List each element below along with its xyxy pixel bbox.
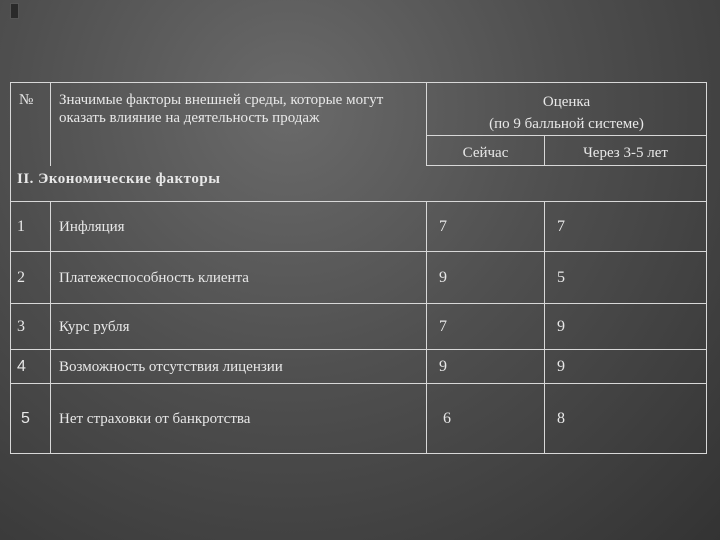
section-title: II. Экономические факторы — [11, 166, 707, 202]
table-row — [11, 304, 707, 350]
section-row — [11, 166, 707, 202]
table-row — [11, 202, 707, 252]
row-score-future: 7 — [545, 202, 707, 252]
header-future: Через 3-5 лет — [545, 136, 707, 166]
row-score-now: 6 — [427, 384, 545, 454]
header-score-subtitle: (по 9 балльной системе) — [489, 116, 644, 132]
row-score-now: 9 — [427, 350, 545, 384]
row-number: 2 — [11, 252, 51, 304]
row-number: 5 — [11, 384, 51, 454]
row-score-now: 9 — [427, 252, 545, 304]
row-score-future: 9 — [545, 304, 707, 350]
row-factor: Курс рубля — [51, 304, 427, 350]
row-factor: Нет страховки от банкротства — [51, 384, 427, 454]
row-score-future: 5 — [545, 252, 707, 304]
row-number: 1 — [11, 202, 51, 252]
header-score — [427, 83, 707, 136]
table-row — [11, 350, 707, 384]
header-now: Сейчас — [427, 136, 545, 166]
row-score-now: 7 — [427, 304, 545, 350]
row-factor: Возможность отсутствия лицензии — [51, 350, 427, 384]
table-row — [11, 252, 707, 304]
header-score-title: Оценка — [542, 94, 591, 110]
row-score-future: 8 — [545, 384, 707, 454]
table-header-row — [11, 83, 707, 136]
row-number: 3 — [11, 304, 51, 350]
header-factors: Значимые факторы внешней среды, которые могут оказать влияние на деятельность продаж — [51, 83, 427, 166]
table-row — [11, 384, 707, 454]
row-score-future: 9 — [545, 350, 707, 384]
slide-marker — [10, 3, 19, 19]
row-score-now: 7 — [427, 202, 545, 252]
row-factor: Платежеспособность клиента — [51, 252, 427, 304]
row-number: 4 — [11, 350, 51, 384]
factors-table — [10, 82, 707, 454]
header-number: № — [11, 83, 51, 166]
row-factor: Инфляция — [51, 202, 427, 252]
